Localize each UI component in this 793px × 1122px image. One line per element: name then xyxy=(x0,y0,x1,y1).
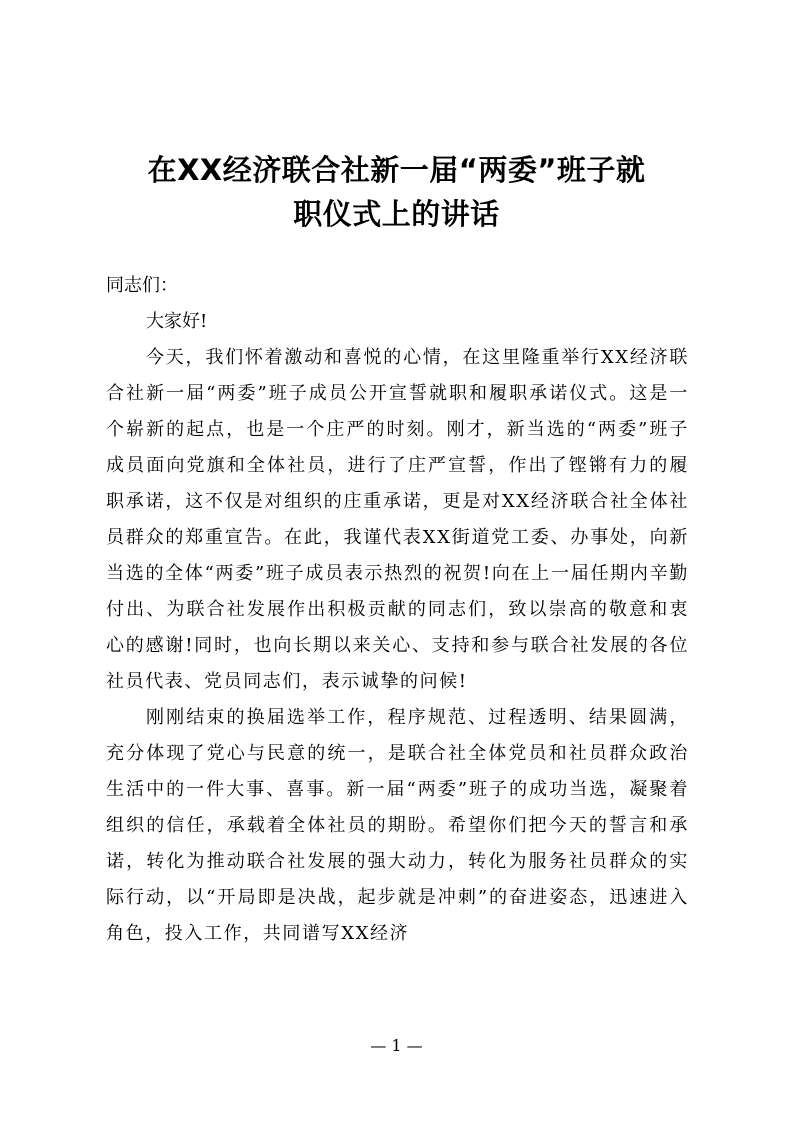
paragraph: 刚刚结束的换届选举工作，程序规范、过程透明、结果圆满，充分体现了党心与民意的统一，是联合社全体党员和社员群众政治生活中的一件大事、喜事。新一届“两委”班子的成功当选，凝聚着组织的信任，承载着全体社员的期盼。希望你们把今天的誓言和承诺，转化为推动联合社发展的强大动力，转化为服务社员群众的实际行动，以“开局即是决战，起步就是冲刺”的奋进姿态，迅速进入角色，投入工作，共同谱写XX经济 xyxy=(106,707,689,944)
title-line-2: 职仪式上的讲话 xyxy=(293,197,500,231)
page-number: — 1 — xyxy=(370,1036,423,1055)
title-line-1: 在XX经济联合社新一届“两委”班子就 xyxy=(147,153,646,187)
document-body xyxy=(106,268,689,952)
paragraph: 大家好! xyxy=(146,311,208,332)
salutation: 同志们： xyxy=(106,275,178,296)
document-title xyxy=(96,148,697,236)
paragraph: 今天，我们怀着激动和喜悦的心情，在这里隆重举行XX经济联合社新一届“两委”班子成员公开宣誓就职和履职承诺仪式。这是一个崭新的起点，也是一个庄严的时刻。刚才，新当选的“两委”班子成员面向党旗和全体社员，进行了庄严宣誓，作出了铿锵有力的履职承诺，这不仅是对组织的庄重承诺，更是对XX经济联合社全体社员群众的郑重宣告。在此，我谨代表XX街道党工委、办事处，向新当选的全体“两委”班子成员表示热烈的祝贺!向在上一届任期内辛勤付出、为联合社发展作出积极贡献的同志们，致以崇高的敬意和衷心的感谢!同时，也向长期以来关心、支持和参与联合社发展的各位社员代表、党员同志们，表示诚挚的问候! xyxy=(106,347,689,692)
